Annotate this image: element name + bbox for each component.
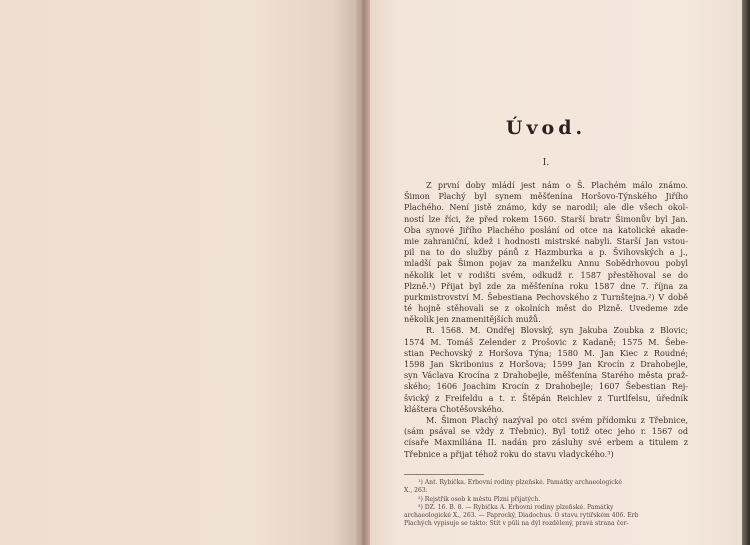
text-line: Plachého. Není jistě známo, kdy se narodil; ale dle všech okol-: [404, 202, 688, 213]
text-line: (sám psával se vždy z Třebnic). Byl totiž otec jeho r. 1567 od: [404, 426, 688, 437]
text-line: Šimon Plachý byl synem měšťenína Horšovo-Týnského Jiřího: [404, 191, 688, 202]
page-title: Úvod.: [505, 117, 587, 139]
text-line: stian Pechovský z Horšova Týna; 1580 M. Jan Kiec z Roudné;: [404, 347, 688, 358]
text-line: té hojně stěhovali se z okolních měst do Plzně. Uvedeme zde: [404, 303, 688, 314]
footnote-line: ¹) Ant. Rybička. Erbovní rodiny plzeňské. Památky archaeologické: [418, 479, 622, 486]
book-gutter: [356, 0, 370, 545]
text-line: purkmistrovství M. Šebestiana Pechovského z Turnštejna.²) V době: [404, 291, 688, 302]
text-line: Z první doby mládí jest nám o Š. Plachém málo známo.: [426, 180, 688, 190]
text-line: Třebnice a přijat téhož roku do stavu vladyckého.³): [404, 448, 614, 459]
footnote-line: Plachých vypisuje se takto: Štít v půli na dýl rozdělený, pravá strana čer-: [404, 520, 629, 528]
text-line: 1574 M. Tomáš Zelender z Prošovic z Kadaně; 1575 M. Šebe-: [404, 336, 688, 347]
text-line: R. 1568. M. Ondřej Blovský, syn Jakuba Zoubka z Blovic;: [426, 325, 688, 336]
page-edge: [742, 0, 750, 545]
body-text: [404, 180, 688, 460]
text-line: syn Václava Krocína z Drahobejle, měšťenína Starého města praž-: [404, 370, 688, 381]
text-line: ského; 1606 Joachim Krocín z Drahobejle; 1607 Šebestian Rej-: [404, 381, 688, 392]
footnote-line: ²) Rejstřík osob k městu Plzni přijatých.: [418, 495, 541, 503]
text-line: mie zahraniční, kdež i hodnosti mistrské nabyli. Starší Jan vstou-: [404, 235, 688, 246]
text-line: císaře Maxmiliána II. nadán pro zásluhy své erbem a titulem z: [404, 437, 688, 448]
footnote-line: ³) DZ. 16. B. 8. — Rybička A. Erbovní rodiny plzeňské. Památky: [418, 503, 614, 511]
footnote-rule: [404, 474, 484, 475]
section-number: I.: [542, 158, 550, 168]
text-line: několik let v rodišti svém, odkudž r. 1587 přestěhoval se do: [404, 269, 688, 280]
text-line: několik jen znamenitějších mužů.: [404, 314, 541, 325]
footnote-line: archaeologické X., 263. — Paprocký, Diadochus. O stavu rytířském 406. Erb: [404, 512, 639, 520]
text-line: kláštera Chotěšovského.: [404, 403, 505, 414]
text-line: pil na to do služby pánů z Hazmburka a p. Švihovských a j.,: [404, 247, 688, 258]
text-line: švický z Freifeldu a t. r. Štěpán Reichlev z Turtlfelsu, úředník: [404, 392, 688, 403]
text-line: mladší pak Šimon pojav za manželku Annu Sobědrhovou pobyl: [404, 258, 688, 269]
text-line: ností lze říci, že před rokem 1560. Starší bratr Šimonův byl Jan.: [404, 213, 688, 224]
footnote-line: X., 263.: [404, 487, 428, 495]
text-line: Plzně.¹) Přijat byl zde za měšťenína roku 1587 dne 7. října za: [404, 280, 688, 291]
text-line: M. Šimon Plachý nazýval po otci svém přídomku z Třebnice,: [426, 414, 688, 425]
left-page: [0, 0, 362, 545]
footnotes: [404, 479, 688, 529]
text-line: 1598 Jan Skribonius z Horšova; 1599 Jan Krocín z Drahobejle,: [404, 359, 688, 369]
text-line: Oba synové Jiřího Plachého poslání od otce na katolické akade-: [404, 224, 688, 235]
page-content: [404, 0, 688, 545]
